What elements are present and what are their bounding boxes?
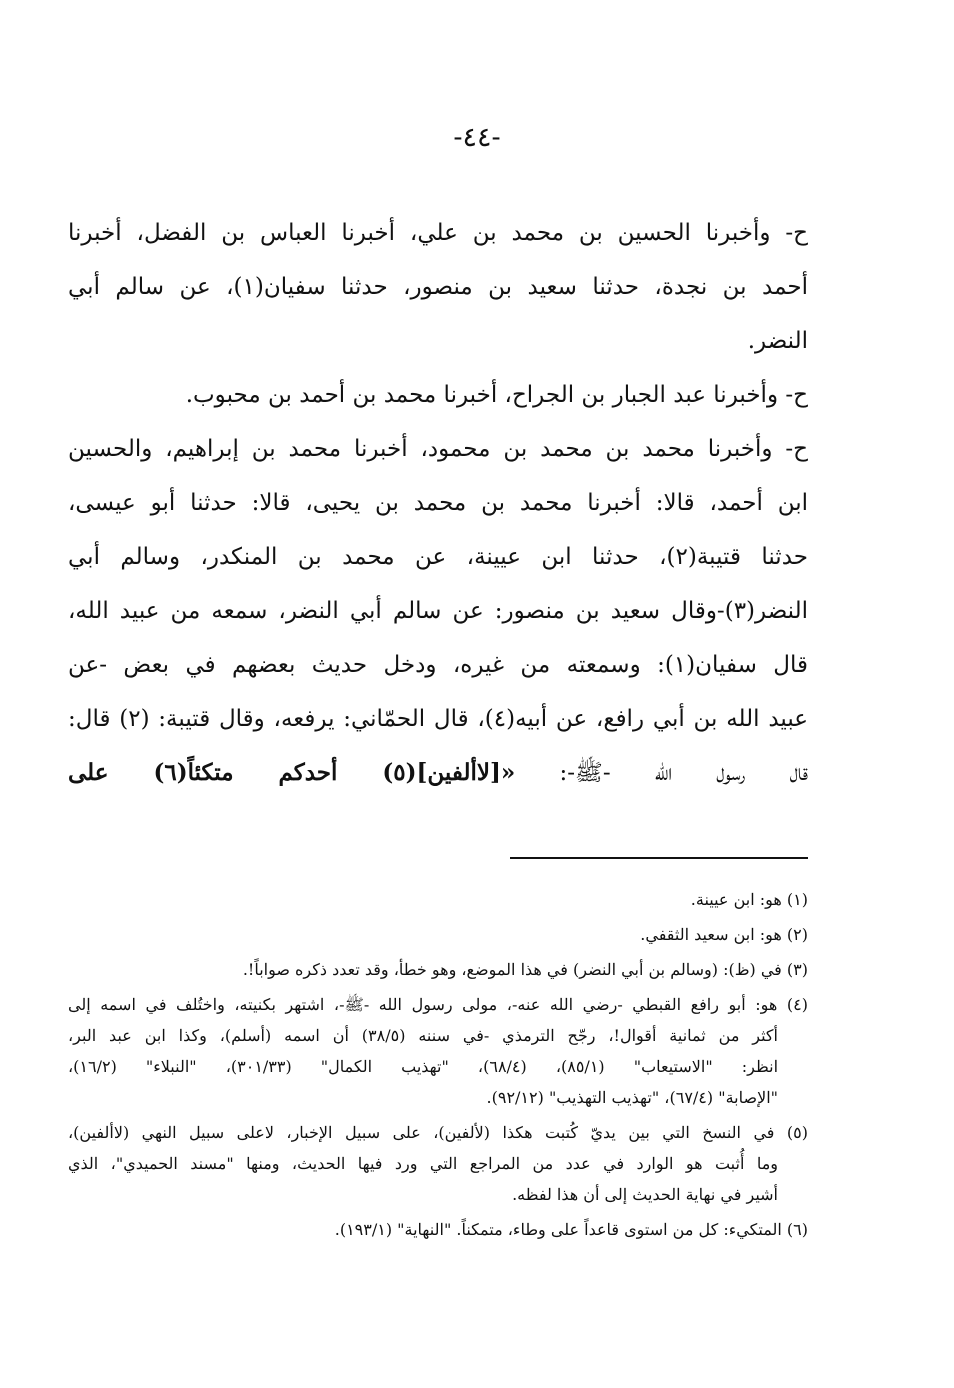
hadith-text: «[لاألفين](٥) أحدكم متكئاً(٦) على xyxy=(68,759,516,786)
footnote-line: أشير في نهاية الحديث إلى أن هذا لفظه. xyxy=(512,1185,778,1204)
footnote-line: (٣) في (ظ): (وسالم بن أبي النضر) في هذا الموضع، وهو خطأ، وقد تعدد ذكره صواباً!. xyxy=(242,960,808,979)
paragraph-1 xyxy=(68,206,808,368)
text-line: عبيد الله بن أبي رافع، عن أبيه(٤)، قال الحمّاني: يرفعه، وقال قتيبة: (٢) قال: xyxy=(68,706,808,732)
text-line: ح- وأخبرنا محمد بن محمد بن محمود، أخبرنا محمد بن إبراهيم، والحسين xyxy=(68,436,808,462)
footnote-3 xyxy=(68,954,808,985)
footnote-6 xyxy=(68,1214,808,1245)
footnote-line: أكثر من ثمانية أقوال!، رجّح الترمذي -في سننه (٣٨/٥) أن اسمه (أسلم)، وكذا ابن عبد البر، xyxy=(68,1026,778,1045)
footnote-line: (٥) في النسخ التي بين يديّ كُتبت هكذا (لألفين)، على سبيل الإخبار، لاعلى سبيل النهي (لاألفين)، xyxy=(68,1123,808,1142)
footnote-2 xyxy=(68,919,808,950)
text-line: النضر(٣)-وقال سعيد بن منصور: عن سالم أبي النضر، سمعه من عبيد الله، xyxy=(68,598,808,624)
text-line: النضر. xyxy=(747,328,808,354)
main-text xyxy=(68,206,808,800)
text-line: حدثنا قتيبة(٢)، حدثنا ابن عيينة، عن محمد بن المنكدر، وسالم أبي xyxy=(68,544,808,570)
footnote-1 xyxy=(68,884,808,915)
footnote-4 xyxy=(68,989,808,1113)
page-number: -٤٤- xyxy=(453,122,501,153)
footnote-5 xyxy=(68,1117,808,1210)
footnote-line: (٢) هو: ابن سعيد الثقفي. xyxy=(640,925,808,944)
footnote-line: "الإصابة" (٦٧/٤)، "تهذيب التهذيب" (٩٢/١٢). xyxy=(486,1088,778,1107)
footnotes xyxy=(68,884,808,1249)
hadith-start-line: قال رسول الله -ﷺ-: «[لاألفين](٥) أحدكم متكئاً(٦) على xyxy=(68,759,808,786)
text-line: أحمد بن نجدة، حدثنا سعيد بن منصور، حدثنا سفيان(١)، عن سالم أبي xyxy=(68,274,808,300)
footnote-line: (٦) المتكيء: كل من استوى قاعداً على وطاء، متمكناً. "النهاية" (١٩٣/١). xyxy=(334,1220,808,1239)
footnote-line: (١) هو: ابن عيينة. xyxy=(690,890,808,909)
text-line: ح- وأخبرنا عبد الجبار بن الجراح، أخبرنا محمد بن أحمد بن محبوب. xyxy=(185,382,808,408)
text-line: ح- وأخبرنا الحسين بن محمد بن علي، أخبرنا العباس بن الفضل، أخبرنا xyxy=(68,220,808,246)
paragraph-2 xyxy=(68,368,808,422)
paragraph-3 xyxy=(68,422,808,800)
footnote-line: انظر: "الاستيعاب" (٨٥/١)، (٦٨/٤)، "تهذيب الكمال" (٣٠١/٣٣)، "النبلاء" (١٦/٢)، xyxy=(68,1057,779,1076)
footnote-line: وما أُثبت هو الوارد في عدد من المراجع التي ورد فيها الحديث، ومنها "مسند الحميدي"، الذي xyxy=(68,1154,778,1173)
text-line: قال سفيان(١): وسمعته من غيره، ودخل حديث بعضهم في بعض -عن xyxy=(68,652,808,678)
footnote-line: (٤) هو: أبو رافع القبطي -رضي الله عنه-، مولى رسول الله -ﷺ-، اشتهر بكنيته، واختُلف في اسمه إلى xyxy=(68,995,808,1014)
text-line: ابن أحمد، قالا: أخبرنا محمد بن محمد بن يحيى، قالا: حدثنا أبو عيسى، xyxy=(68,490,808,516)
footnote-divider xyxy=(510,857,808,859)
